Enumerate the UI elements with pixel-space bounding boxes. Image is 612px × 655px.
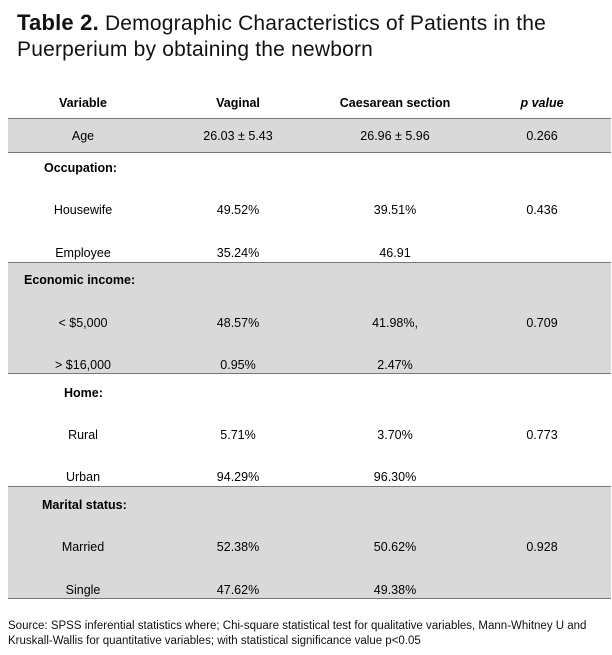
- age-p-value: 0.266: [526, 129, 558, 143]
- single-caesarean: 49.38%: [373, 583, 417, 597]
- housewife-vaginal: 49.52%: [216, 203, 260, 217]
- housewife-label: Housewife: [53, 203, 113, 217]
- table-number: Table 2.: [17, 10, 99, 35]
- housewife-p-value: 0.436: [526, 203, 558, 217]
- income-heading: Economic income:: [24, 273, 136, 287]
- age-top-rule: [8, 118, 611, 119]
- income-low-label: < $5,000: [58, 316, 108, 330]
- occupation-heading: Occupation:: [44, 161, 117, 175]
- table-title: [17, 10, 607, 63]
- header-vaginal: Vaginal: [216, 96, 260, 110]
- urban-label: Urban: [65, 470, 101, 484]
- rural-p-value: 0.773: [526, 428, 558, 442]
- header-variable: Variable: [59, 96, 107, 110]
- income-high-label: > $16,000: [55, 358, 111, 372]
- rural-caesarean: 3.70%: [377, 428, 413, 442]
- income-low-vaginal: 48.57%: [216, 316, 260, 330]
- marital-heading: Marital status:: [42, 498, 127, 512]
- urban-caesarean: 96.30%: [373, 470, 417, 484]
- header-p-value: p value: [520, 96, 564, 110]
- home-heading: Home:: [64, 386, 103, 400]
- marital-top-rule: [8, 486, 611, 487]
- income-high-vaginal: 0.95%: [220, 358, 256, 372]
- single-vaginal: 47.62%: [216, 583, 260, 597]
- income-low-p-value: 0.709: [526, 316, 558, 330]
- age-label: Age: [71, 129, 95, 143]
- age-vaginal: 26.03 ± 5.43: [203, 129, 273, 143]
- income-top-rule: [8, 262, 611, 263]
- rural-vaginal: 5.71%: [220, 428, 256, 442]
- employee-vaginal: 35.24%: [216, 246, 260, 260]
- income-low-caesarean: 41.98%,: [372, 316, 418, 330]
- age-bottom-rule: [8, 152, 611, 153]
- income-high-caesarean: 2.47%: [377, 358, 413, 372]
- employee-label: Employee: [55, 246, 111, 260]
- header-caesarean: Caesarean section: [339, 96, 451, 110]
- source-note: Source: SPSS inferential statistics where; Chi-square statistical test for qualitative variables, Mann-Whitney U and Kruskall-Wallis for quantitative variables; with statistical significance value p<0.05: [8, 620, 587, 647]
- age-band: [8, 118, 611, 152]
- urban-vaginal: 94.29%: [216, 470, 260, 484]
- marital-bottom-rule: [8, 598, 611, 599]
- married-vaginal: 52.38%: [216, 540, 260, 554]
- income-bottom-rule: [8, 373, 611, 374]
- table-caption: Demographic Characteristics of Patients in the Puerperium by obtaining the newborn: [17, 12, 547, 61]
- married-label: Married: [61, 540, 105, 554]
- employee-caesarean: 46.91: [379, 246, 411, 260]
- married-p-value: 0.928: [526, 540, 558, 554]
- married-caesarean: 50.62%: [373, 540, 417, 554]
- single-label: Single: [65, 583, 101, 597]
- age-caesarean: 26.96 ± 5.96: [360, 129, 430, 143]
- housewife-caesarean: 39.51%: [373, 203, 417, 217]
- rural-label: Rural: [68, 428, 98, 442]
